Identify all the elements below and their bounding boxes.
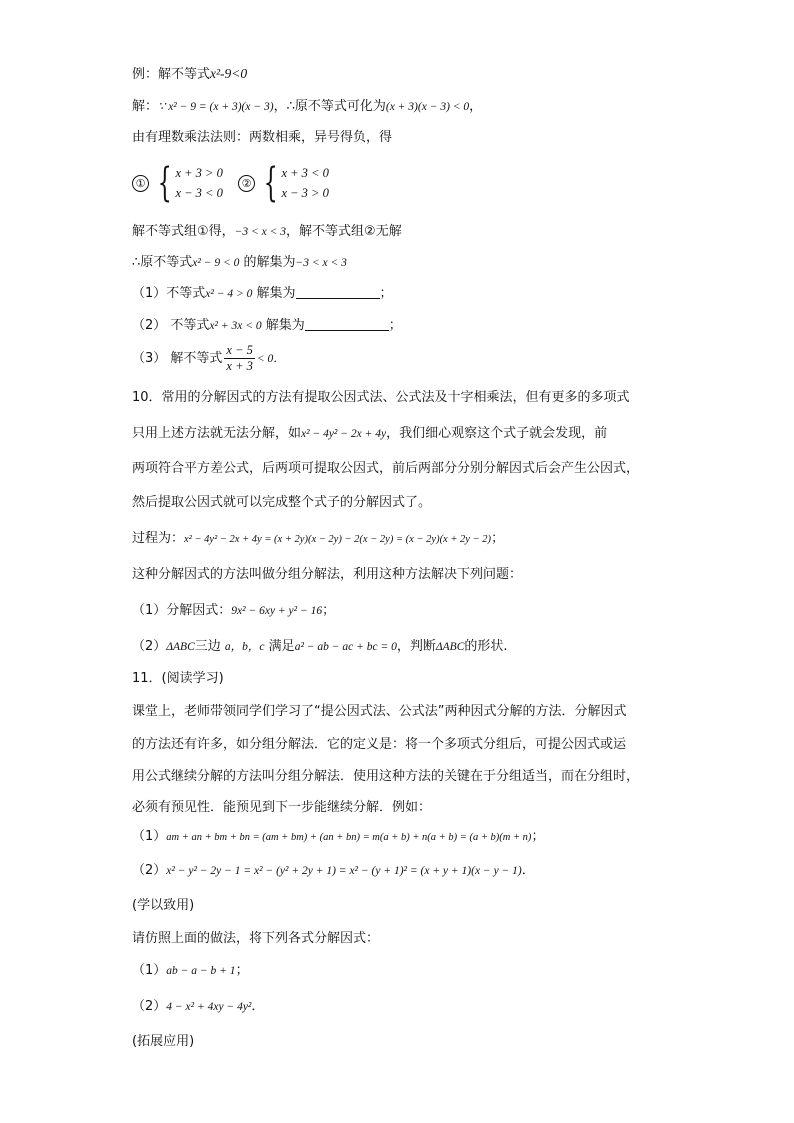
left-brace: {: [263, 160, 278, 206]
problem-10-line-4: 然后提取公因式就可以完成整个式子的分解因式了。: [132, 495, 432, 510]
example-2: （2）x² − y² − 2y − 1 = x² − (y² + 2y + 1) = x² − (y + 1)² = (x + y + 1)(x − y − 1)．: [132, 863, 535, 878]
problem-10-question-1: （1）分解因式：9x² − 6xy + y² − 16；: [132, 603, 336, 618]
question-2: （2） 不等式x² + 3x < 0 解集为 ；: [132, 318, 402, 333]
problem-10-line-1: 10．常用的分解因式的方法有提取公因式法、公式法及十字相乘法，但有更多的多项式: [132, 390, 630, 405]
process-line: 过程为：x² − 4y² − 2x + 4y = (x + 2y)(x − 2y) − 2(x − 2y) = (x − 2y)(x + 2y − 2)；: [132, 531, 505, 546]
apply-question-2: （2）4 − x² + 4xy − 4y²．: [132, 999, 265, 1014]
problem-11-title: 11．(阅读学习): [132, 671, 224, 686]
apply-instructions: 请仿照上面的做法，将下列各式分解因式：: [132, 931, 380, 946]
system-result-line: 解不等式组①得，−3 < x < 3，解不等式组②无解: [132, 224, 402, 239]
example-title: 例：解不等式x²-9<0: [132, 66, 248, 82]
example-solution-line: 解：∵ x² − 9 = (x + 3)(x − 3)，∴原不等式可化为(x + 3)(x − 3) < 0，: [132, 99, 483, 114]
system1-row: x + 3 > 0: [175, 166, 223, 180]
system2-row: x + 3 < 0: [281, 166, 329, 180]
circled-number-1: ①: [132, 175, 149, 192]
inequality-system-1: [132, 160, 223, 206]
system2-row: x − 3 > 0: [281, 186, 329, 200]
problem-11-line-4: 必须有预见性．能预见到下一步能继续分解．例如：: [132, 800, 432, 815]
extension-section-title: (拓展应用): [132, 1034, 195, 1049]
problem-10-line-3: 两项符合平方差公式，后两项可提取公因式，前后两部分分别分解因式后会产生公因式，: [132, 461, 640, 476]
apply-section-title: (学以致用): [132, 898, 195, 913]
answer-blank[interactable]: [296, 284, 380, 299]
fraction: $\frac{x - 5}{x + 3}$: [226, 343, 253, 373]
problem-10-line-2: 只用上述方法就无法分解，如x² − 4y² − 2x + 4y，我们细心观察这个式子就会发现，前: [132, 426, 608, 441]
inequality-system-2: [238, 160, 329, 206]
problem-11-line-3: 用公式继续分解的方法叫分组分解法．使用这种方法的关键在于分组适当，而在分组时，: [132, 769, 640, 784]
solution-set-line: ∴原不等式x² − 9 < 0 的解集为−3 < x < 3: [132, 255, 347, 270]
method-description: 这种分解因式的方法叫做分组分解法，利用这种方法解决下列问题：: [132, 567, 523, 582]
answer-blank[interactable]: [305, 316, 389, 331]
multiplication-rule: 由有理数乘法法则：两数相乘，异号得负，得: [132, 130, 393, 145]
problem-11-line-2: 的方法还有许多，如分组分解法．它的定义是：将一个多项式分组后，可提公因式或运: [132, 737, 627, 752]
left-brace: {: [157, 160, 172, 206]
question-1: （1）不等式x² − 4 > 0 解集为 ；: [132, 286, 393, 301]
problem-11-line-1: 课堂上，老师带领同学们学习了“提公因式法、公式法”两种因式分解的方法．分解因式: [132, 704, 627, 719]
problem-10-question-2: （2）ΔABC三边 a，b，c 满足a² − ab − ac + bc = 0，判断ΔABC的形状.: [132, 639, 508, 654]
example-1: （1）am + an + bm + bn = (am + bm) + (an + bn) = m(a + b) + n(a + b) = (a + b)(m + n)；: [132, 829, 545, 844]
system1-row: x − 3 < 0: [175, 186, 223, 200]
circled-number-2: ②: [238, 175, 255, 192]
question-3: （3） 解不等式 $\frac{x - 5}{x + 3}$ < 0．: [132, 343, 285, 373]
apply-question-1: （1）ab − a − b + 1；: [132, 963, 249, 978]
